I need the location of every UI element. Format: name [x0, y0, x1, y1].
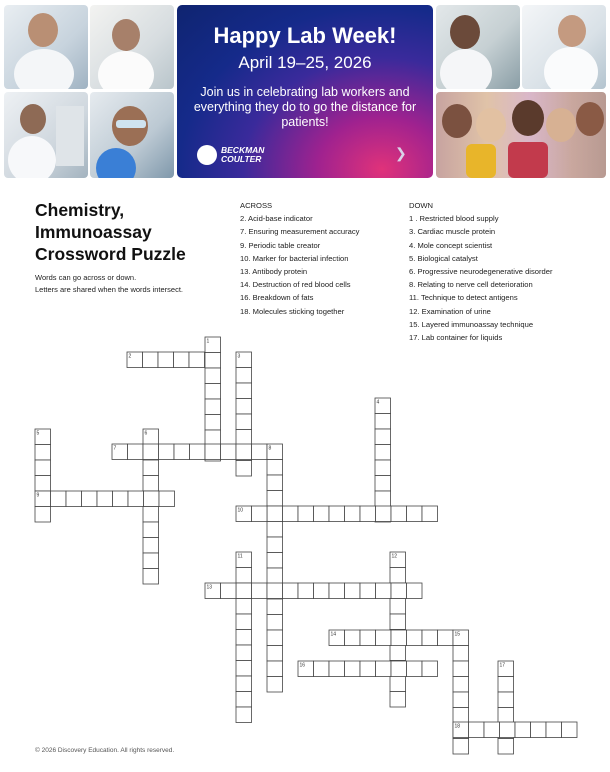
across-clue: 9. Periodic table creator	[240, 240, 321, 250]
grid-cell[interactable]	[236, 414, 252, 430]
grid-cell[interactable]	[236, 461, 252, 477]
grid-cell[interactable]	[143, 460, 159, 476]
logo-text-1: BECKMAN	[221, 145, 265, 155]
grid-number: 3	[237, 353, 241, 360]
across-clue: 10. Marker for bacterial infection	[240, 253, 349, 263]
grid-cell[interactable]	[453, 677, 469, 693]
grid-cell[interactable]	[484, 722, 500, 738]
grid-cell[interactable]	[267, 599, 283, 615]
grid-number: 16	[299, 662, 306, 669]
grid-cell[interactable]	[390, 676, 406, 692]
grid-cell[interactable]	[236, 661, 252, 677]
banner-date: April 19–25, 2026	[238, 53, 372, 72]
grid-cell[interactable]	[500, 722, 516, 738]
grid-number: 17	[499, 662, 506, 669]
grid-cell[interactable]	[453, 661, 469, 677]
grid-cell[interactable]	[236, 676, 252, 692]
chevron-right-icon: ❯	[395, 145, 407, 161]
grid-cell[interactable]	[158, 352, 174, 368]
puzzle-title-line1: Chemistry,	[35, 200, 125, 220]
grid-number: 7	[113, 445, 117, 452]
grid-cell[interactable]	[515, 722, 531, 738]
grid-cell[interactable]	[376, 583, 392, 599]
grid-cell[interactable]	[205, 430, 221, 446]
grid-number: 2	[128, 353, 132, 360]
grid-cell[interactable]	[422, 506, 438, 522]
instructions-line2: Letters are shared when the words intersect.	[35, 285, 183, 294]
grid-cell[interactable]	[390, 692, 406, 708]
grid-number: 9	[36, 492, 40, 499]
grid-cell[interactable]	[562, 722, 578, 738]
grid-cell[interactable]	[453, 646, 469, 662]
grid-cell[interactable]	[236, 614, 252, 630]
grid-cell[interactable]	[66, 491, 82, 507]
across-heading: ACROSS	[240, 201, 273, 210]
grid-cell[interactable]	[144, 491, 160, 507]
grid-cell[interactable]	[113, 491, 129, 507]
grid-cell[interactable]	[252, 583, 268, 599]
grid-number: 13	[206, 584, 213, 591]
grid-cell[interactable]	[360, 583, 376, 599]
grid-cell[interactable]	[453, 708, 469, 724]
across-clue: 16. Breakdown of fats	[240, 293, 314, 303]
down-clue: 11. Technique to detect antigens	[409, 293, 518, 303]
down-clue: 8. Relating to nerve cell deterioration	[409, 280, 533, 290]
grid-cell[interactable]	[221, 583, 237, 599]
across-clue: 18. Molecules sticking together	[240, 306, 345, 316]
logo-text-2: COULTER	[221, 154, 262, 164]
grid-cell[interactable]	[143, 569, 159, 585]
grid-cell[interactable]	[298, 583, 314, 599]
grid-cell[interactable]	[407, 630, 423, 646]
grid-cell[interactable]	[407, 661, 423, 677]
grid-number: 5	[36, 430, 40, 437]
grid-cell[interactable]	[375, 476, 391, 492]
grid-cell[interactable]	[375, 414, 391, 430]
grid-cell[interactable]	[453, 739, 469, 755]
grid-cell[interactable]	[143, 538, 159, 554]
across-clue: 13. Antibody protein	[240, 267, 308, 277]
down-clue: 5. Biological catalyst	[409, 253, 478, 263]
grid-cell[interactable]	[236, 645, 252, 661]
grid-cell[interactable]	[422, 661, 438, 677]
down-clue: 15. Layered immunoassay technique	[409, 319, 534, 329]
grid-cell[interactable]	[82, 491, 98, 507]
grid-cell[interactable]	[407, 583, 423, 599]
grid-number: 12	[391, 553, 398, 560]
grid-cell[interactable]	[35, 460, 51, 476]
grid-cell[interactable]	[345, 506, 361, 522]
grid-cell[interactable]	[391, 506, 407, 522]
grid-cell[interactable]	[283, 583, 299, 599]
down-clue: 12. Examination of urine	[409, 306, 491, 316]
grid-cell[interactable]	[221, 444, 237, 460]
grid-cell[interactable]	[267, 475, 283, 491]
grid-cell[interactable]	[375, 460, 391, 476]
grid-cell[interactable]	[236, 444, 252, 460]
grid-number: 14	[330, 631, 337, 638]
down-clue: 4. Mole concept scientist	[409, 240, 493, 250]
grid-cell[interactable]	[97, 491, 113, 507]
down-heading: DOWN	[409, 201, 434, 210]
grid-cell[interactable]	[329, 661, 345, 677]
grid-cell[interactable]	[546, 722, 562, 738]
grid-cell[interactable]	[236, 599, 252, 615]
grid-cell[interactable]	[236, 583, 252, 599]
grid-cell[interactable]	[35, 507, 51, 523]
grid-cell[interactable]	[407, 506, 423, 522]
grid-cell[interactable]	[143, 553, 159, 569]
grid-cell[interactable]	[267, 522, 283, 538]
grid-cell[interactable]	[267, 537, 283, 553]
grid-cell[interactable]	[360, 661, 376, 677]
grid-cell[interactable]	[345, 630, 361, 646]
grid-cell[interactable]	[143, 522, 159, 538]
grid-cell[interactable]	[267, 491, 283, 507]
down-clue: 17. Lab container for liquids	[409, 333, 503, 343]
grid-cell[interactable]	[236, 399, 252, 415]
grid-cell[interactable]	[51, 491, 67, 507]
grid-cell[interactable]	[390, 568, 406, 584]
banner-body: Join us in celebrating lab workers and everything they do to go the distance for patients!	[193, 85, 417, 129]
grid-number: 4	[376, 399, 380, 406]
grid-cell[interactable]	[267, 506, 283, 522]
across-clue: 7. Ensuring measurement accuracy	[240, 227, 360, 237]
down-clue: 6. Progressive neurodegenerative disorder	[409, 267, 553, 277]
grid-cell[interactable]	[205, 384, 221, 400]
across-clue: 2. Acid-base indicator	[240, 214, 313, 224]
grid-cell[interactable]	[205, 399, 221, 415]
grid-cell[interactable]	[360, 630, 376, 646]
grid-cell[interactable]	[267, 646, 283, 662]
grid-cell[interactable]	[390, 599, 406, 615]
grid-cell[interactable]	[267, 661, 283, 677]
puzzle-title-line2: Immunoassay	[35, 222, 152, 242]
grid-cell[interactable]	[236, 692, 252, 708]
grid-cell[interactable]	[267, 615, 283, 631]
grid-cell[interactable]	[329, 583, 345, 599]
grid-cell[interactable]	[190, 444, 206, 460]
grid-cell[interactable]	[267, 553, 283, 569]
grid-number: 10	[237, 507, 244, 514]
grid-cell[interactable]	[205, 368, 221, 384]
grid-cell[interactable]	[390, 645, 406, 661]
grid-cell[interactable]	[283, 506, 299, 522]
grid-cell[interactable]	[314, 661, 330, 677]
grid-cell[interactable]	[438, 630, 454, 646]
grid-cell[interactable]	[252, 506, 268, 522]
grid-cell[interactable]	[252, 444, 268, 460]
grid-cell[interactable]	[314, 506, 330, 522]
grid-cell[interactable]	[453, 692, 469, 708]
grid-cell[interactable]	[498, 739, 514, 755]
across-clue: 14. Destruction of red blood cells	[240, 280, 351, 290]
instructions-line1: Words can go across or down.	[35, 273, 137, 282]
grid-cell[interactable]	[498, 677, 514, 693]
grid-cell[interactable]	[498, 708, 514, 724]
grid-cell[interactable]	[174, 352, 190, 368]
grid-cell[interactable]	[205, 353, 221, 369]
grid-cell[interactable]	[345, 661, 361, 677]
grid-cell[interactable]	[143, 507, 159, 523]
grid-cell[interactable]	[390, 614, 406, 630]
banner-title: Happy Lab Week!	[213, 23, 397, 48]
grid-cell[interactable]	[35, 445, 51, 461]
grid-cell[interactable]	[236, 368, 252, 384]
down-clue: 1 . Restricted blood supply	[409, 214, 499, 224]
grid-number: 1	[206, 338, 210, 345]
grid-cell[interactable]	[236, 383, 252, 399]
grid-cell[interactable]	[376, 506, 392, 522]
grid-cell[interactable]	[143, 476, 159, 492]
grid-cell[interactable]	[159, 444, 175, 460]
grid-cell[interactable]	[205, 415, 221, 431]
grid-cell[interactable]	[360, 506, 376, 522]
grid-cell[interactable]	[267, 630, 283, 646]
grid-cell[interactable]	[128, 491, 144, 507]
grid-cell[interactable]	[375, 445, 391, 461]
grid-cell[interactable]	[128, 444, 144, 460]
grid-cell[interactable]	[35, 476, 51, 492]
down-clue: 3. Cardiac muscle protein	[409, 227, 496, 237]
grid-cell[interactable]	[391, 583, 407, 599]
grid-cell[interactable]	[267, 583, 283, 599]
grid-cell[interactable]	[267, 677, 283, 693]
grid-cell[interactable]	[329, 506, 345, 522]
grid-cell[interactable]	[236, 568, 252, 584]
grid-cell[interactable]	[314, 583, 330, 599]
grid-number: 18	[454, 723, 461, 730]
grid-cell[interactable]	[143, 352, 159, 368]
grid-number: 6	[144, 430, 148, 437]
grid-cell[interactable]	[531, 722, 547, 738]
grid-cell[interactable]	[391, 630, 407, 646]
grid-cell[interactable]	[159, 491, 175, 507]
grid-cell[interactable]	[469, 722, 485, 738]
grid-cell[interactable]	[267, 568, 283, 584]
grid-number: 8	[268, 445, 272, 452]
grid-cell[interactable]	[498, 692, 514, 708]
grid-cell[interactable]	[376, 630, 392, 646]
grid-cell[interactable]	[345, 583, 361, 599]
footer-copyright: © 2026 Discovery Education. All rights reserved.	[35, 747, 175, 754]
grid-cell[interactable]	[422, 630, 438, 646]
grid-cell[interactable]	[236, 430, 252, 446]
grid-cell[interactable]	[174, 444, 190, 460]
grid-cell[interactable]	[376, 661, 392, 677]
grid-number: 11	[237, 553, 243, 560]
puzzle-title-line3: Crossword Puzzle	[35, 244, 186, 264]
grid-number: 15	[454, 631, 461, 638]
grid-cell[interactable]	[236, 630, 252, 646]
grid-cell[interactable]	[298, 506, 314, 522]
grid-cell[interactable]	[189, 352, 205, 368]
grid-cell[interactable]	[267, 460, 283, 476]
grid-cell[interactable]	[375, 429, 391, 445]
grid-cell[interactable]	[391, 661, 407, 677]
grid-cell[interactable]	[143, 444, 159, 460]
grid-cell[interactable]	[205, 444, 221, 460]
grid-cell[interactable]	[375, 491, 391, 507]
grid-cell[interactable]	[236, 707, 252, 723]
